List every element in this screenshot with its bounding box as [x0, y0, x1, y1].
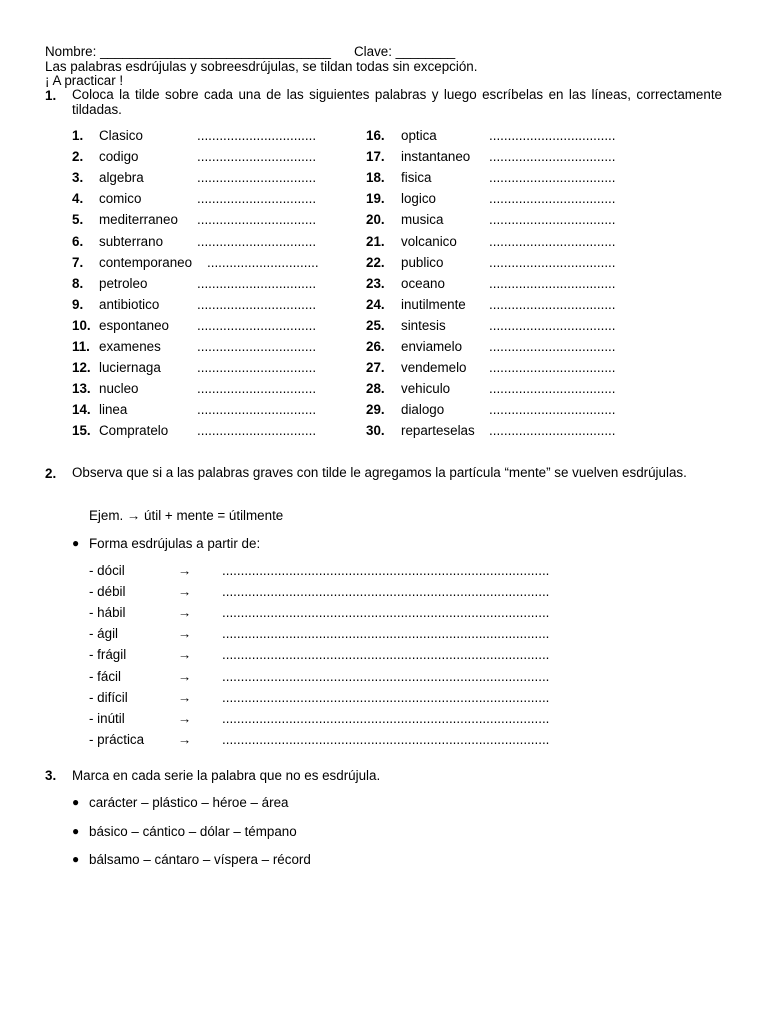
- word-number: 22.: [366, 254, 385, 270]
- arrow-icon: →: [178, 605, 192, 621]
- arrow-icon: →: [178, 626, 192, 642]
- word-number: 12.: [72, 360, 91, 376]
- base-word: - débil: [89, 584, 126, 600]
- word-number: 6.: [72, 233, 84, 249]
- answer-line[interactable]: ..................................: [489, 275, 616, 291]
- word-text: linea: [99, 402, 128, 418]
- bullet-icon: ●: [72, 823, 80, 838]
- word-number: 17.: [366, 149, 385, 165]
- answer-line[interactable]: ..................................: [489, 233, 616, 249]
- ex1-instruction: Coloca la tilde sobre cada una de las siguientes palabras y luego escríbelas en las líneas, correctamente tildadas.: [72, 87, 722, 117]
- word-row: [0, 317, 768, 335]
- word-row: [0, 401, 768, 419]
- word-number: 30.: [366, 423, 385, 439]
- arrow-icon: →: [178, 710, 192, 726]
- ex2-row: [0, 689, 768, 707]
- word-number: 29.: [366, 402, 385, 418]
- word-text: enviamelo: [401, 339, 463, 354]
- word-text: sintesis: [401, 317, 446, 333]
- answer-line[interactable]: ........................................................................................: [222, 731, 550, 747]
- word-text: optica: [401, 128, 437, 143]
- arrow-icon: →: [178, 689, 192, 705]
- word-row: [0, 275, 768, 293]
- ex2-bullet-text: Forma esdrújulas a partir de:: [89, 536, 261, 551]
- answer-line[interactable]: ..................................: [489, 360, 616, 376]
- base-word: - difícil: [89, 689, 128, 705]
- base-word: - inútil: [89, 710, 125, 726]
- base-word: - dócil: [89, 563, 125, 578]
- arrow-icon: →: [178, 584, 192, 600]
- ex1-number: 1.: [45, 88, 57, 103]
- answer-line[interactable]: ........................................................................................: [222, 647, 550, 663]
- word-number: 26.: [366, 339, 385, 354]
- word-row: [0, 127, 768, 145]
- word-number: 21.: [366, 233, 385, 249]
- word-number: 20.: [366, 212, 385, 228]
- ex2-row: [0, 731, 768, 749]
- word-text: luciernaga: [99, 360, 161, 376]
- answer-line[interactable]: ........................................................................................: [222, 605, 550, 621]
- word-row: [0, 359, 768, 377]
- arrow-icon: →: [178, 647, 192, 663]
- answer-line[interactable]: ........................................................................................: [222, 584, 550, 600]
- answer-line[interactable]: ................................: [197, 191, 317, 207]
- word-series[interactable]: básico – cántico – dólar – témpano: [89, 823, 297, 839]
- word-row: [0, 296, 768, 314]
- arrow-icon: →: [178, 668, 192, 684]
- base-word: - hábil: [89, 605, 126, 621]
- answer-line[interactable]: ........................................................................................: [222, 626, 550, 642]
- word-number: 18.: [366, 170, 385, 186]
- word-text: publico: [401, 254, 444, 270]
- answer-line[interactable]: ................................: [197, 423, 317, 439]
- word-row: [0, 211, 768, 229]
- nombre-field[interactable]: [45, 44, 331, 59]
- ex2-row: [0, 562, 768, 580]
- answer-line[interactable]: ........................................................................................: [222, 689, 550, 705]
- answer-line[interactable]: ........................................................................................: [222, 710, 550, 726]
- ex3-instruction: Marca en cada serie la palabra que no es esdrújula.: [72, 768, 381, 783]
- clave-label: Clave: ________: [354, 44, 456, 59]
- ex2-row: [0, 625, 768, 643]
- answer-line[interactable]: ..................................: [489, 381, 616, 397]
- word-text: instantaneo: [401, 149, 471, 165]
- word-number: 7.: [72, 254, 84, 270]
- answer-line[interactable]: ........................................................................................: [222, 668, 550, 684]
- ex2-row: [0, 604, 768, 622]
- word-text: musica: [401, 212, 444, 228]
- word-text: inutilmente: [401, 296, 466, 312]
- word-number: 16.: [366, 128, 385, 143]
- word-number: 23.: [366, 275, 385, 291]
- word-number: 8.: [72, 275, 84, 291]
- word-number: 15.: [72, 423, 91, 439]
- word-number: 24.: [366, 296, 385, 312]
- word-text: petroleo: [99, 275, 148, 291]
- ex2-instruction: Observa que si a las palabras graves con tilde le agregamos la partícula “mente” se vuelven esdrújulas.: [72, 465, 687, 480]
- answer-line[interactable]: ..................................: [489, 170, 616, 186]
- base-word: - fácil: [89, 668, 121, 684]
- answer-line[interactable]: ........................................................................................: [222, 563, 550, 578]
- ex2-row: [0, 583, 768, 601]
- word-text: comico: [99, 191, 142, 207]
- word-text: subterrano: [99, 233, 164, 249]
- word-text: mediterraneo: [99, 212, 178, 228]
- word-number: 27.: [366, 360, 385, 376]
- word-text: volcanico: [401, 233, 457, 249]
- word-text: oceano: [401, 275, 445, 291]
- word-text: dialogo: [401, 402, 445, 418]
- word-row: [0, 169, 768, 187]
- answer-line[interactable]: ................................: [197, 360, 317, 376]
- answer-line[interactable]: ..................................: [489, 317, 616, 333]
- word-number: 5.: [72, 212, 84, 228]
- arrow-icon: →: [178, 731, 192, 747]
- answer-line[interactable]: ................................: [197, 381, 317, 397]
- answer-line[interactable]: ................................: [197, 170, 317, 186]
- answer-line[interactable]: ..................................: [489, 212, 616, 228]
- word-text: vehiculo: [401, 381, 451, 397]
- answer-line[interactable]: ..............................: [207, 254, 319, 270]
- word-row: [0, 148, 768, 166]
- answer-line[interactable]: ................................: [197, 275, 317, 291]
- word-row: [0, 190, 768, 208]
- answer-line[interactable]: ................................: [197, 339, 317, 354]
- word-text: codigo: [99, 149, 139, 165]
- answer-line[interactable]: ................................: [197, 212, 317, 228]
- answer-line[interactable]: ................................: [197, 128, 317, 143]
- base-word: - frágil: [89, 647, 127, 663]
- answer-line[interactable]: ..................................: [489, 191, 616, 207]
- base-word: - práctica: [89, 731, 145, 747]
- answer-line[interactable]: ..................................: [489, 423, 616, 439]
- word-number: 9.: [72, 296, 84, 312]
- word-text: Clasico: [99, 128, 143, 143]
- answer-line[interactable]: ..................................: [489, 339, 616, 354]
- word-number: 2.: [72, 149, 84, 165]
- word-text: contemporaneo: [99, 254, 193, 270]
- word-number: 3.: [72, 170, 84, 186]
- answer-line[interactable]: ................................: [197, 233, 317, 249]
- bullet-icon: ●: [72, 795, 80, 809]
- intro-text: Las palabras esdrújulas y sobreesdrújulas, se tildan todas sin excepción.: [45, 59, 478, 74]
- word-text: espontaneo: [99, 317, 169, 333]
- word-number: 28.: [366, 381, 385, 397]
- answer-line[interactable]: ................................: [197, 296, 317, 312]
- ex2-number: 2.: [45, 466, 57, 481]
- practicar-heading: ¡ A practicar !: [45, 73, 124, 88]
- word-text: fisica: [401, 170, 432, 186]
- answer-line[interactable]: ..................................: [489, 149, 616, 165]
- word-number: 10.: [72, 317, 91, 333]
- ex2-example: Ejem. → útil + mente = útilmente: [89, 508, 284, 523]
- ex2-row: [0, 668, 768, 686]
- bullet-icon: ●: [72, 536, 80, 550]
- answer-line[interactable]: ..................................: [489, 128, 616, 143]
- word-text: antibiotico: [99, 296, 160, 312]
- word-row: [0, 338, 768, 356]
- word-row: [0, 233, 768, 251]
- answer-line[interactable]: ..................................: [489, 402, 616, 418]
- answer-line[interactable]: ................................: [197, 402, 317, 418]
- clave-field[interactable]: [354, 44, 455, 59]
- word-text: vendemelo: [401, 360, 467, 376]
- answer-line[interactable]: ................................: [197, 149, 317, 165]
- word-number: 13.: [72, 381, 91, 397]
- bullet-icon: ●: [72, 852, 80, 866]
- answer-line[interactable]: ..................................: [489, 254, 616, 270]
- arrow-icon: →: [178, 563, 192, 578]
- answer-line[interactable]: ..................................: [489, 296, 616, 312]
- word-row: [0, 254, 768, 272]
- word-number: 19.: [366, 191, 385, 207]
- word-text: Compratelo: [99, 423, 169, 439]
- answer-line[interactable]: ................................: [197, 317, 317, 333]
- ex3-number: 3.: [45, 768, 57, 783]
- word-text: reparteselas: [401, 423, 475, 439]
- word-number: 14.: [72, 402, 91, 418]
- word-number: 1.: [72, 128, 84, 143]
- word-text: logico: [401, 191, 436, 207]
- word-number: 11.: [72, 339, 90, 354]
- word-series[interactable]: bálsamo – cántaro – víspera – récord: [89, 852, 311, 867]
- ex2-row: [0, 710, 768, 728]
- word-text: nucleo: [99, 381, 139, 397]
- word-text: algebra: [99, 170, 144, 186]
- word-number: 25.: [366, 317, 385, 333]
- nombre-label: Nombre: _______________________________: [45, 44, 331, 59]
- word-number: 4.: [72, 191, 84, 207]
- base-word: - ágil: [89, 626, 119, 642]
- word-text: examenes: [99, 339, 161, 354]
- ex2-row: [0, 646, 768, 664]
- word-row: [0, 422, 768, 440]
- word-series[interactable]: carácter – plástico – héroe – área: [89, 795, 289, 810]
- word-row: [0, 380, 768, 398]
